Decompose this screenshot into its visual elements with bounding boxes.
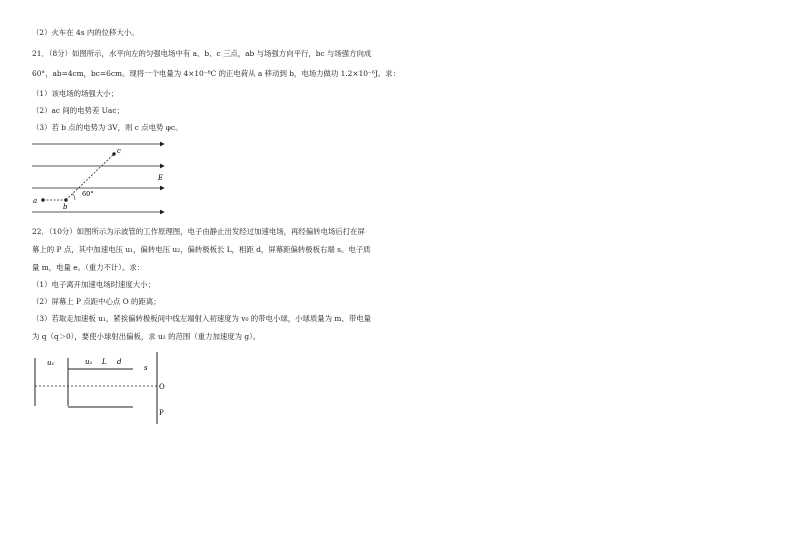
q21-field-diagram [28, 138, 178, 218]
point-c [112, 152, 115, 155]
prev-question-part2: （2）火车在 4s 内的位移大小。 [32, 28, 139, 37]
point-a [41, 198, 44, 201]
q22-part1: （1）电子离开加速电场时速度大小； [32, 280, 155, 289]
label-d: d [117, 358, 122, 366]
q21-part2: （2）ac 间的电势差 Uac； [32, 106, 124, 115]
angle-arc [73, 194, 76, 200]
label-60deg: 60° [82, 190, 94, 198]
label-P: P [159, 409, 164, 417]
q22-stem-line1: 22．（10分）如图所示为示波管的工作原理图，电子由静止出发经过加速电场，再经偏转电场后打在屏 [32, 227, 365, 236]
label-u1: u₁ [47, 359, 55, 367]
label-a: a [33, 197, 38, 205]
label-s: s [144, 364, 148, 372]
q22-oscilloscope-diagram [28, 350, 178, 426]
q22-stem-line3: 量 m，电量 e。（重力不计）。求： [32, 263, 145, 272]
label-b: b [63, 203, 68, 211]
q22-part3-line2: 为 q（q＞0），要使小球射出偏板，求 u₂ 的范围（重力加速度为 g）。 [32, 332, 261, 341]
q21-part3: （3）若 b 点的电势为 3V，则 c 点电势 φc。 [32, 123, 183, 132]
point-b [64, 198, 67, 201]
q22-stem-line2: 幕上的 P 点，其中加速电压 u₁，偏转电压 u₂，偏转极板长 L，相距 d，屏幕距偏转极板右端 s。电子质 [32, 245, 371, 254]
label-O: O [159, 383, 165, 391]
q22-part3-line1: （3）若取走加速板 u₁，紧挨偏转极板间中线左端射入初速度为 v₀ 的带电小球，小球质量为 m、带电量 [32, 314, 371, 323]
label-c: c [117, 147, 121, 155]
q22-part2: （2）屏幕上 P 点距中心点 O 的距离； [32, 297, 161, 306]
q21-stem-line2: 60°，ab=4cm，bc=6cm。现将一个电量为 4×10⁻⁸C 的正电荷从 a 移动到 b，电场力做功 1.2×10⁻⁶J。求： [32, 69, 400, 78]
label-u2: u₂ [85, 358, 93, 366]
label-E: E [158, 174, 164, 182]
q21-stem-line1: 21．（8分）如图所示，水平向左的匀强电场中有 a、b、c 三点，ab 与场强方向平行，bc 与场强方向成 [32, 49, 372, 58]
q21-part1: （1）该电场的场强大小； [32, 89, 119, 98]
label-L: L [102, 358, 107, 366]
